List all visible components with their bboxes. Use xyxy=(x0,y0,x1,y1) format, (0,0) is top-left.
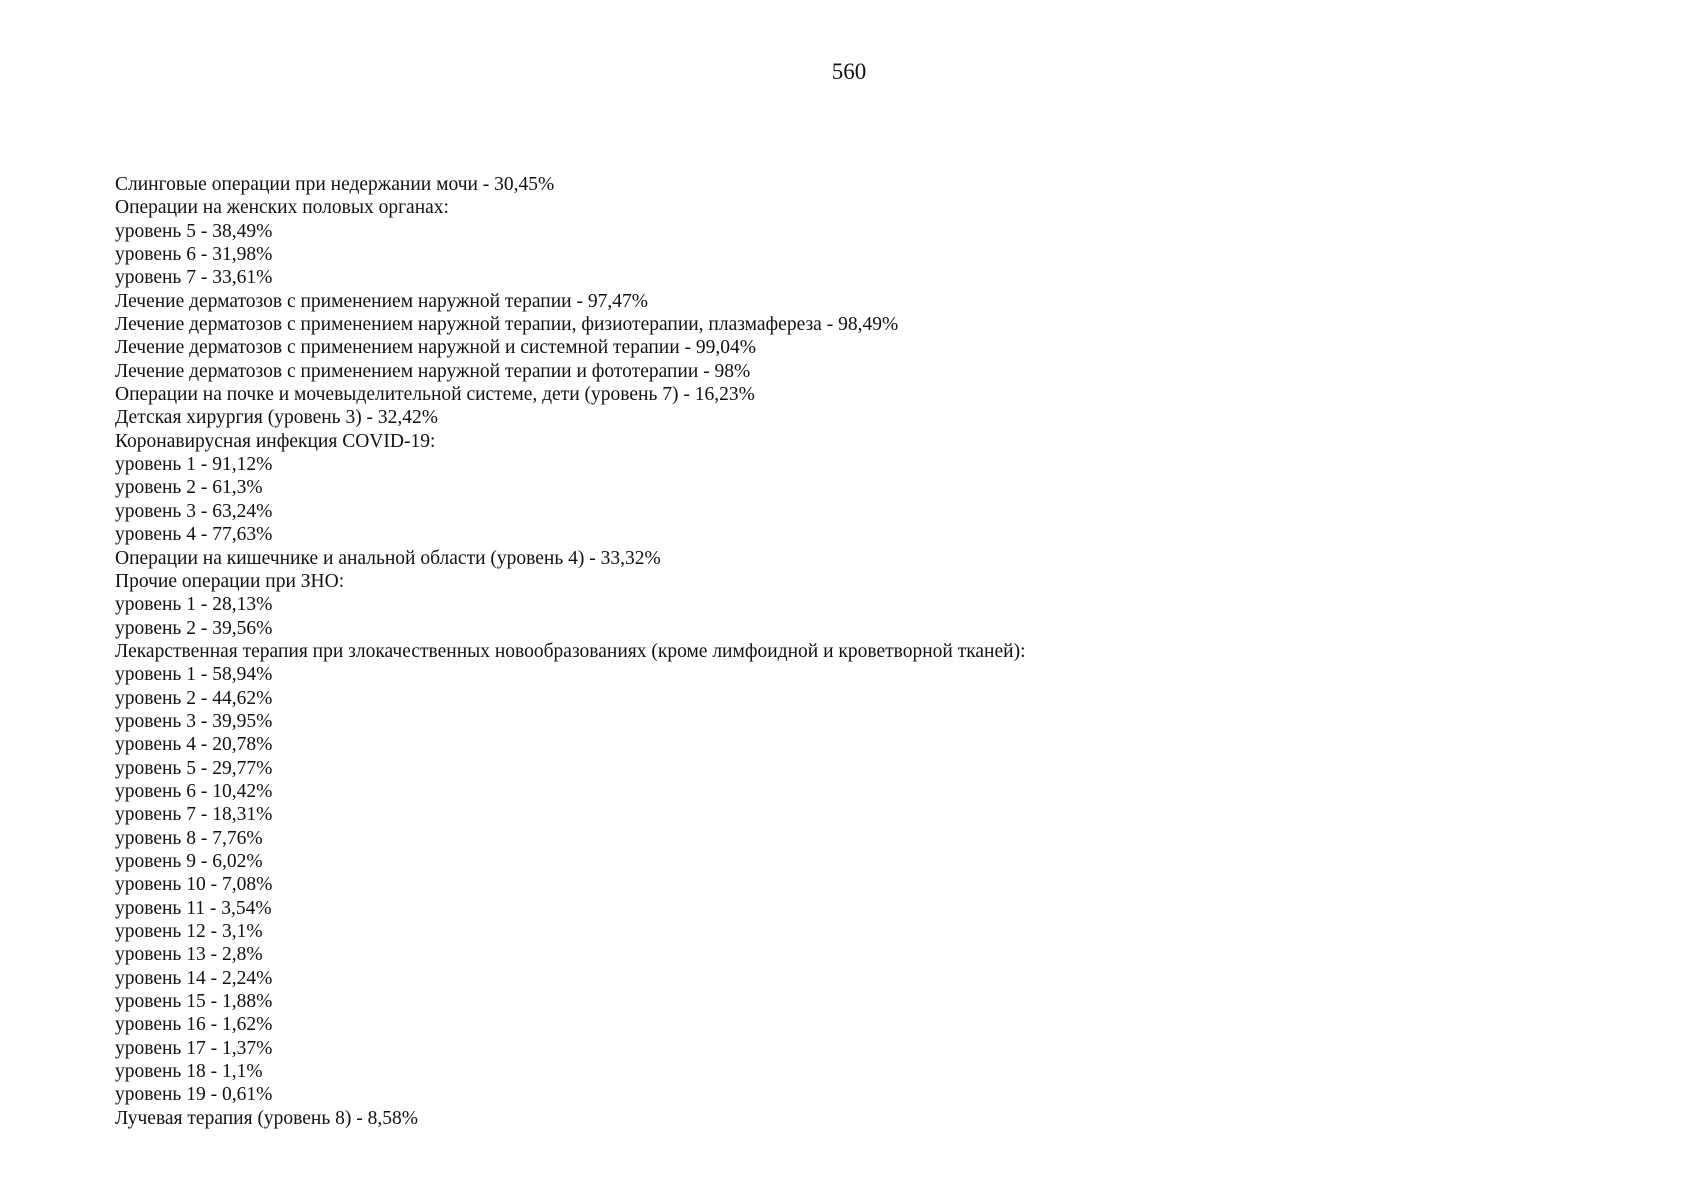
list-item: уровень 16 - 1,62% xyxy=(115,1014,273,1036)
list-item: уровень 5 - 38,49% xyxy=(115,220,273,242)
text-line: Лечение дерматозов с применением наружной и системной терапии - 99,04% xyxy=(115,337,757,359)
list-item: уровень 10 - 7,08% xyxy=(115,874,273,896)
text-line: Лечение дерматозов с применением наружной терапии - 97,47% xyxy=(115,290,648,312)
list-item: уровень 4 - 77,63% xyxy=(115,524,273,546)
page-number: 560 xyxy=(831,59,867,84)
text-line: Операции на кишечнике и анальной области (уровень 4) - 33,32% xyxy=(115,547,661,569)
list-item: уровень 6 - 10,42% xyxy=(115,780,273,802)
list-item: уровень 19 - 0,61% xyxy=(115,1084,273,1106)
list-item: уровень 3 - 39,95% xyxy=(115,710,273,732)
text-line: Слинговые операции при недержании мочи - 30,45% xyxy=(115,174,555,195)
list-item: уровень 1 - 91,12% xyxy=(115,454,273,476)
section-heading: Прочие операции при ЗНО: xyxy=(115,570,345,592)
text-line: Лечение дерматозов с применением наружной терапии и фототерапии - 98% xyxy=(115,360,751,382)
list-item: уровень 11 - 3,54% xyxy=(115,897,272,919)
list-item: уровень 12 - 3,1% xyxy=(115,921,263,942)
list-item: уровень 18 - 1,1% xyxy=(115,1061,263,1083)
text-line: Лучевая терапия (уровень 8) - 8,58% xyxy=(115,1107,418,1129)
list-item: уровень 5 - 29,77% xyxy=(115,757,273,779)
section-heading: Операции на женских половых органах: xyxy=(115,197,449,219)
list-item: уровень 14 - 2,24% xyxy=(115,967,273,989)
section-heading: Коронавирусная инфекция COVID-19: xyxy=(115,430,436,452)
list-item: уровень 8 - 7,76% xyxy=(115,827,263,849)
list-item: уровень 17 - 1,37% xyxy=(115,1037,273,1059)
list-item: уровень 6 - 31,98% xyxy=(115,244,273,266)
list-item: уровень 2 - 44,62% xyxy=(115,687,273,709)
list-item: уровень 2 - 61,3% xyxy=(115,477,263,499)
section-heading: Лекарственная терапия при злокачественных новообразованиях (кроме лимфоидной и кроветворной тканей): xyxy=(115,640,1026,662)
text-line: Лечение дерматозов с применением наружной терапии, физиотерапии, плазмафереза - 98,49% xyxy=(115,314,899,336)
list-item: уровень 4 - 20,78% xyxy=(115,734,273,756)
text-line: Операции на почке и мочевыделительной системе, дети (уровень 7) - 16,23% xyxy=(115,384,755,406)
list-item: уровень 1 - 28,13% xyxy=(115,594,273,616)
list-item: уровень 2 - 39,56% xyxy=(115,617,273,639)
list-item: уровень 15 - 1,88% xyxy=(115,991,273,1013)
list-item: уровень 7 - 18,31% xyxy=(115,804,273,826)
list-item: уровень 7 - 33,61% xyxy=(115,267,273,289)
list-item: уровень 9 - 6,02% xyxy=(115,850,263,872)
document-body xyxy=(115,173,1615,1130)
text-line: Детская хирургия (уровень 3) - 32,42% xyxy=(115,407,439,429)
list-item: уровень 13 - 2,8% xyxy=(115,944,263,966)
list-item: уровень 1 - 58,94% xyxy=(115,664,273,686)
list-item: уровень 3 - 63,24% xyxy=(115,500,273,522)
